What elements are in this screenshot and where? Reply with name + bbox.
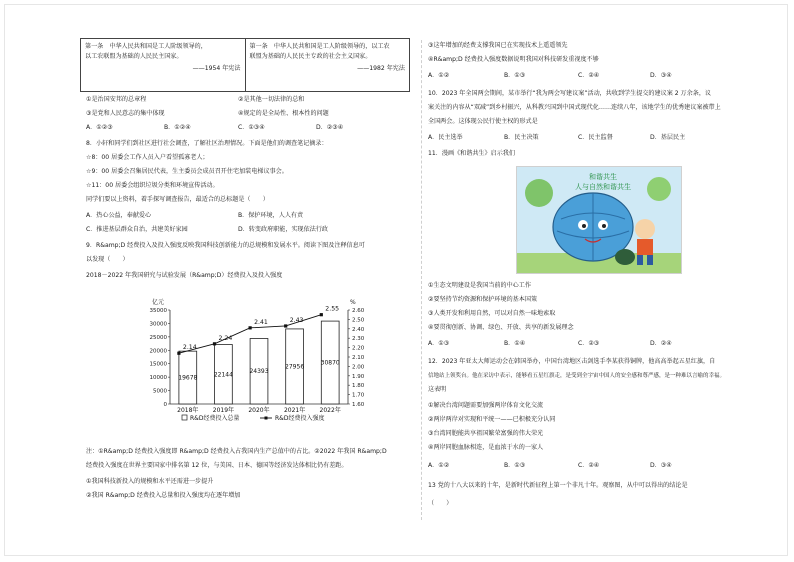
q11-choice-a[interactable]: A．①③ bbox=[428, 340, 450, 347]
q8-choice-b[interactable]: B．保护环境，人人有责 bbox=[238, 212, 304, 219]
intensity-point bbox=[213, 342, 216, 345]
q13-line-1: 13 党的十八大以来的十年，是新时代新征程上第一个非凡十年。观察图，从中可以得出的结论是 bbox=[428, 482, 688, 489]
bar-value-label: 24393 bbox=[249, 368, 269, 376]
intensity-value-label: 2.24 bbox=[218, 334, 233, 342]
intensity-point bbox=[320, 313, 323, 316]
q7-choice-a[interactable]: A．①②③ bbox=[86, 124, 113, 131]
q9-stem-cont: 以发现（ ） bbox=[86, 256, 129, 263]
y-tick-label: 5000 bbox=[153, 388, 167, 395]
quote-1954 bbox=[81, 39, 246, 92]
x-tick-label: 2019年 bbox=[212, 407, 235, 414]
x-tick-label: 2020年 bbox=[248, 407, 270, 414]
q12-option-1: ①解决台湾问题需要加强两岸体育文化交流 bbox=[428, 402, 544, 409]
bar-value-label: 22144 bbox=[213, 371, 233, 379]
y-tick-label: 25000 bbox=[149, 334, 167, 341]
cartoon-banner-title: 和谐共生 bbox=[589, 173, 617, 181]
q10-line-1: 10．2023 年全国两会期间，某市举行“我为两会写建议案”活动，共收到学生提交的建议案 2 万余条，议 bbox=[428, 90, 712, 97]
quote-1982 bbox=[245, 39, 410, 92]
x-tick-label: 2018年 bbox=[177, 407, 199, 414]
q8-choice-c[interactable]: C．推进基层群众自治，共建美好家园 bbox=[86, 226, 188, 233]
q8-choice-d[interactable]: D．转变政府职能，实现依法行政 bbox=[238, 226, 329, 233]
q8-note-3: ☆11：00 居委会组织垃圾分类和环境宣传活动。 bbox=[86, 182, 219, 189]
quote-1954-source: ——1954 年宪法 bbox=[192, 65, 241, 72]
rd-funding-chart bbox=[136, 296, 372, 426]
q12-option-2: ②两岸两岸对实现和平统一——已积极充分认同 bbox=[428, 416, 556, 423]
q8-note-2: ☆9：00 居委会召集居民代表，生主委员会成员召开住宅加装电梯议事会。 bbox=[86, 168, 288, 175]
y2-tick-label: 2.40 bbox=[352, 326, 365, 333]
q10-line-3: 全国两会。这体现公民行使主权的形式是 bbox=[428, 118, 538, 125]
y2-tick-label: 2.30 bbox=[352, 336, 365, 343]
harmony-cartoon-illustration bbox=[517, 167, 681, 273]
y2-tick-label: 2.00 bbox=[352, 364, 365, 371]
cartoon-banner-sub: 人与自然和谐共生 bbox=[575, 183, 631, 191]
q9-chart-caption: 2018－2022 年我国研究与试验发展（R&amp;D）经费投入及投入强度 bbox=[86, 272, 283, 279]
q9-choice-d[interactable]: D．③④ bbox=[650, 72, 672, 79]
q12-line-2: 信地站上领奖台。他在采访中表示，能够看五星红旗走，是受到全宇宙中国人的安全感和尊严感，是一种难以言喻的幸福。 bbox=[428, 373, 726, 379]
legend-line-marker bbox=[265, 417, 268, 420]
y-tick-label: 30000 bbox=[149, 321, 167, 328]
intensity-point bbox=[249, 326, 252, 329]
quote-1954-line2: 以工农联盟为基础的人民民主国家。 bbox=[85, 53, 183, 60]
q11-choice-c[interactable]: C．②③ bbox=[578, 340, 600, 347]
intensity-value-label: 2.14 bbox=[182, 344, 197, 352]
q7-option-1: ①是治国安邦的总章程 bbox=[86, 96, 147, 103]
intensity-value-label: 2.43 bbox=[289, 316, 304, 324]
legend-bar-label: R&D经费投入总量 bbox=[190, 415, 240, 422]
q9-note-2: 经费投入强度在世界主要国家中排名第 12 位，与美国、日本、德国等经济发达体相比仍有差距。 bbox=[86, 462, 348, 469]
y-axis-unit: 亿元 bbox=[152, 299, 165, 306]
q11-stem: 11．漫画《和谐共生》启示我们 bbox=[428, 150, 515, 157]
q11-option-3: ③人类开发和利用自然，可以对自然一味地索取 bbox=[428, 310, 556, 317]
q10-choice-d[interactable]: D．基层民主 bbox=[650, 134, 686, 141]
q9-choice-b[interactable]: B．①③ bbox=[504, 72, 526, 79]
y-tick-label: 10000 bbox=[149, 375, 167, 382]
q10-choice-b[interactable]: B．民主决策 bbox=[504, 134, 539, 141]
q12-option-3: ③台湾同胞能共享祖国繁荣富强的伟大荣光 bbox=[428, 430, 544, 437]
bar-value-label: 30870 bbox=[320, 359, 340, 367]
quote-1982-line2: 联盟为基础的人民民主专政的社会主义国家。 bbox=[249, 53, 372, 60]
q11-choice-b[interactable]: B．①④ bbox=[504, 340, 526, 347]
q8-stem: 8．小轩和同学们到社区进行社会调查，了解社区治理情况。下面是他们的调查笔记摘录： bbox=[86, 140, 328, 147]
y2-tick-label: 2.50 bbox=[352, 317, 365, 324]
q7-choice-c[interactable]: C．①③④ bbox=[238, 124, 265, 131]
q8-question: 同学们要以上资料，着手探写调查报告，最适合的总标题是（ ） bbox=[86, 196, 269, 203]
harmony-cartoon bbox=[516, 166, 682, 274]
intensity-value-label: 2.55 bbox=[325, 305, 340, 313]
y2-tick-label: 1.70 bbox=[352, 392, 365, 399]
q12-option-4: ④两岸同胞血脉相连，是血浓于水的一家人 bbox=[428, 444, 544, 451]
quote-1954-line1: 第一条 中华人民共和国是工人阶级领导的， bbox=[85, 43, 207, 50]
q9-choice-c[interactable]: C．②④ bbox=[578, 72, 600, 79]
q13-answer-bracket: （ ） bbox=[428, 500, 453, 507]
q9-note-1: 注：①R&amp;D 经费投入强度即 R&amp;D 经费投入占我国内生产总值中的占比。②2022 年我国 R&amp;D bbox=[86, 448, 387, 455]
y-tick-label: 35000 bbox=[149, 308, 167, 314]
q11-option-4: ④要贯彻创新、协调、绿色、开放、共享的新发展理念 bbox=[428, 324, 574, 331]
y2-tick-label: 2.20 bbox=[352, 345, 365, 352]
y2-tick-label: 1.80 bbox=[352, 383, 365, 390]
bar-value-label: 19678 bbox=[178, 374, 198, 382]
y2-tick-label: 1.90 bbox=[352, 373, 365, 380]
q9-choice-a[interactable]: A．①② bbox=[428, 72, 450, 79]
q7-choice-d[interactable]: D．②③④ bbox=[316, 124, 344, 131]
q7-option-3: ③是党和人民意志的集中体现 bbox=[86, 110, 165, 117]
q9-option-1: ①我国科技新投入的规模和水平还需进一步提升 bbox=[86, 478, 214, 485]
y2-tick-label: 1.60 bbox=[352, 402, 365, 408]
q10-line-2: 案关注的内容从“双减”到乡村振兴，从科教兴国到中国式现代化……连续八年，该地学生的优秀建议案被带上 bbox=[428, 104, 721, 111]
y2-tick-label: 2.10 bbox=[352, 355, 365, 361]
y2-axis-unit: % bbox=[350, 299, 356, 306]
x-tick-label: 2022年 bbox=[319, 407, 341, 414]
q11-choice-d[interactable]: D．②④ bbox=[650, 340, 672, 347]
q9-stem: 9．R&amp;D 经费投入及投入强度反映我国科技创新能力的总规模和发展水平。阅读下图及注释信息可 bbox=[86, 242, 365, 249]
constitution-quote-table bbox=[80, 38, 410, 92]
q9-option-2: ②我国 R&amp;D 经费投入总量和投入强度均在逐年增加 bbox=[86, 492, 241, 499]
y-tick-label: 0 bbox=[163, 402, 167, 408]
q11-option-1: ①生态文明建设是我国当前的中心工作 bbox=[428, 282, 531, 289]
y-tick-label: 15000 bbox=[149, 361, 167, 368]
q12-choice-c[interactable]: C．②④ bbox=[578, 462, 600, 469]
intensity-value-label: 2.41 bbox=[254, 318, 268, 326]
quote-1982-source: ——1982 年宪法 bbox=[357, 65, 405, 72]
q10-choice-a[interactable]: A．民主选举 bbox=[428, 134, 463, 141]
q12-choice-a[interactable]: A．①② bbox=[428, 462, 450, 469]
x-tick-label: 2021年 bbox=[283, 407, 306, 414]
column-separator bbox=[421, 40, 422, 520]
y-tick-label: 20000 bbox=[149, 348, 167, 355]
q12-choice-b[interactable]: B．①③ bbox=[504, 462, 526, 469]
bar-value-label: 27956 bbox=[285, 363, 305, 371]
intensity-point bbox=[177, 352, 180, 355]
q9-option-4: ④R&amp;D 经费投入强度数据说明我国对科技研发重视度不够 bbox=[428, 56, 599, 63]
q12-choice-d[interactable]: D．③④ bbox=[650, 462, 672, 469]
quote-1982-line1: 第一条 中华人民共和国是工人阶级领导的，以工农 bbox=[249, 43, 390, 50]
q7-option-4: ④规定的是全局性、根本性的问题 bbox=[238, 110, 329, 117]
q9-option-3: ③这年增加的经费支撑我国已在实现技术上遥遥领先 bbox=[428, 42, 568, 49]
q11-option-2: ②要坚持节约资源和保护环境的基本国策 bbox=[428, 296, 538, 303]
legend-line-label: R&D经费投入强度 bbox=[275, 415, 325, 422]
q12-line-1: 12．2023 年亚太大师运动会在韩国举办，中国台湾地区击剑选手李某获得铜牌，他高高举起五星红旗，自 bbox=[428, 358, 716, 365]
q7-option-2: ②是其他一切法律的总和 bbox=[238, 96, 305, 103]
q8-note-1: ☆8：00 居委会工作人员入户看望孤寡老人； bbox=[86, 154, 209, 161]
q8-choice-a[interactable]: A．热心公益，奉献爱心 bbox=[86, 212, 152, 219]
q12-line-3: 这表明 bbox=[428, 386, 447, 393]
q7-choice-b[interactable]: B．①②④ bbox=[164, 124, 191, 131]
q10-choice-c[interactable]: C．民主监督 bbox=[578, 134, 613, 141]
y2-tick-label: 2.60 bbox=[352, 308, 365, 314]
legend-bar-swatch bbox=[182, 415, 187, 420]
intensity-point bbox=[284, 324, 287, 327]
